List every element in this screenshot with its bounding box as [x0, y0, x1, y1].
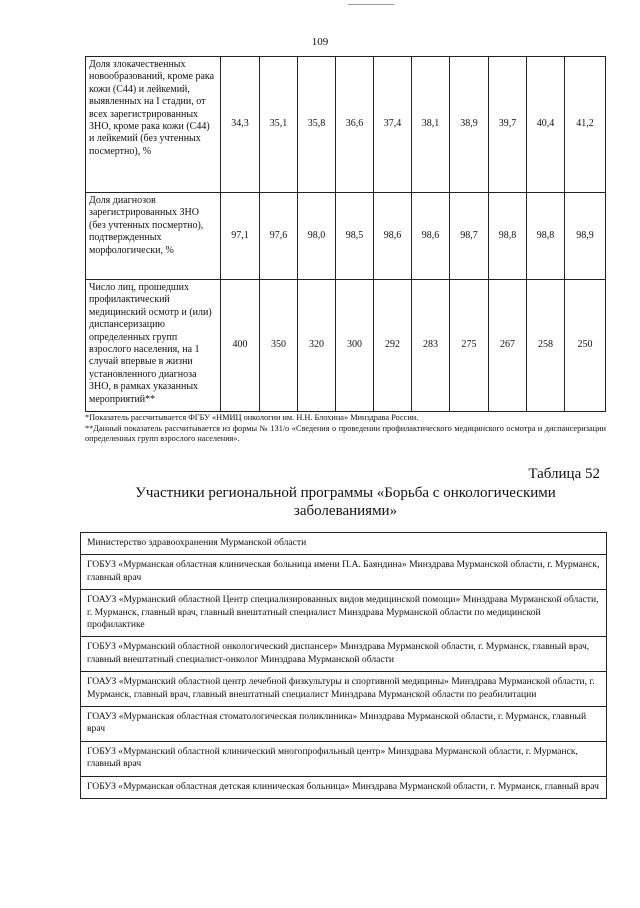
- table-caption: Таблица 52: [528, 466, 600, 482]
- value-cell: 283: [412, 280, 450, 412]
- value-cell: 38,9: [450, 57, 489, 193]
- value-cell: 98,9: [565, 193, 606, 280]
- value-cell: 39,7: [489, 57, 527, 193]
- participant-cell: Министерство здравоохранения Мурманской области: [81, 533, 607, 555]
- participant-cell: ГОБУЗ «Мурманский областной онкологический диспансер» Минздрава Мурманской области, г. Мурманск, главный врач, главный внештатный специалист-онколог Минздрава Мурманской области: [81, 637, 607, 672]
- value-cell: 41,2: [565, 57, 606, 193]
- table-row: [86, 57, 606, 193]
- value-cell: 98,7: [450, 193, 489, 280]
- participants-table: [80, 532, 607, 799]
- value-cell: 98,6: [412, 193, 450, 280]
- participant-cell: ГОАУЗ «Мурманская областная стоматологическая поликлиника» Минздрава Мурманской области, г. Мурманск, главный врач: [81, 707, 607, 742]
- value-cell: 97,6: [260, 193, 298, 280]
- value-cell: 35,8: [298, 57, 336, 193]
- table-row: [86, 280, 606, 412]
- table-row: [81, 555, 607, 590]
- top-rule: [348, 4, 394, 5]
- section-title: Участники региональной программы «Борьба с онкологическими заболеваниями»: [135, 485, 556, 519]
- value-cell: 38,1: [412, 57, 450, 193]
- value-cell: 35,1: [260, 57, 298, 193]
- table-row: [81, 707, 607, 742]
- footnote: *Показатель рассчитывается ФГБУ «НМИЦ онкологии им. Н.Н. Блохина» Минздрава России.: [85, 413, 419, 422]
- value-cell: 98,0: [298, 193, 336, 280]
- table-row: [81, 590, 607, 637]
- value-cell: 320: [298, 280, 336, 412]
- row-label: Доля злокачественных новообразований, кроме рака кожи (С44) и лейкемий, выявленных на I стадии, от всех зарегистрированных ЗНО, кроме рака кожи (С44) и лейкемий (без учтенных посмертно), %: [86, 57, 221, 193]
- value-cell: 400: [221, 280, 260, 412]
- value-cell: 350: [260, 280, 298, 412]
- value-cell: 40,4: [527, 57, 565, 193]
- value-cell: 292: [374, 280, 412, 412]
- footnotes: [85, 413, 606, 445]
- participant-cell: ГОБУЗ «Мурманский областной клинический многопрофильный центр» Минздрава Мурманской области, г. Мурманск, главный врач: [81, 741, 607, 776]
- page-number: 109: [311, 36, 329, 48]
- table-row: [86, 193, 606, 280]
- indicators-table: [85, 56, 606, 412]
- participant-cell: ГОБУЗ «Мурманская областная детская клиническая больница» Минздрава Мурманской области, г. Мурманск, главный врач: [81, 776, 607, 798]
- value-cell: 98,8: [489, 193, 527, 280]
- participant-cell: ГОАУЗ «Мурманский областной Центр специализированных видов медицинской помощи» Минздрава Мурманской области, г. Мурманск, главный врач, главный внештатный специалист Минздрава Мурманской области по медицинской профилактике: [81, 590, 607, 637]
- value-cell: 98,8: [527, 193, 565, 280]
- table-row: [81, 637, 607, 672]
- table-row: [81, 741, 607, 776]
- footnote: **Данный показатель рассчитывается из формы № 131/о «Сведения о проведении профилактического медицинского осмотра и диспансеризации определенных групп взрослого населения».: [85, 423, 606, 443]
- value-cell: 275: [450, 280, 489, 412]
- value-cell: 34,3: [221, 57, 260, 193]
- table-row: [81, 672, 607, 707]
- value-cell: 37,4: [374, 57, 412, 193]
- value-cell: 97,1: [221, 193, 260, 280]
- row-label: Число лиц, прошедших профилактический медицинский осмотр и (или) диспансеризацию определенных групп взрослого населения, на 1 случай впервые в жизни установленного диагноза ЗНО, в рамках указанных мероприятий**: [86, 280, 221, 412]
- value-cell: 36,6: [336, 57, 374, 193]
- participant-cell: ГОАУЗ «Мурманский областной центр лечебной физкультуры и спортивной медицины» Минздрава Мурманской области, г. Мурманск, главный врач, главный внештатный специалист Минздрава Мурманской области по реабилитации: [81, 672, 607, 707]
- participant-cell: ГОБУЗ «Мурманская областная клиническая больница имени П.А. Баяндина» Минздрава Мурманской области, г. Мурманск, главный врач: [81, 555, 607, 590]
- value-cell: 250: [565, 280, 606, 412]
- value-cell: 98,5: [336, 193, 374, 280]
- value-cell: 258: [527, 280, 565, 412]
- table-row: [81, 776, 607, 798]
- value-cell: 98,6: [374, 193, 412, 280]
- table-row: [81, 533, 607, 555]
- row-label: Доля диагнозов зарегистрированных ЗНО (без учтенных посмертно), подтвержденных морфологически, %: [86, 193, 221, 280]
- value-cell: 300: [336, 280, 374, 412]
- value-cell: 267: [489, 280, 527, 412]
